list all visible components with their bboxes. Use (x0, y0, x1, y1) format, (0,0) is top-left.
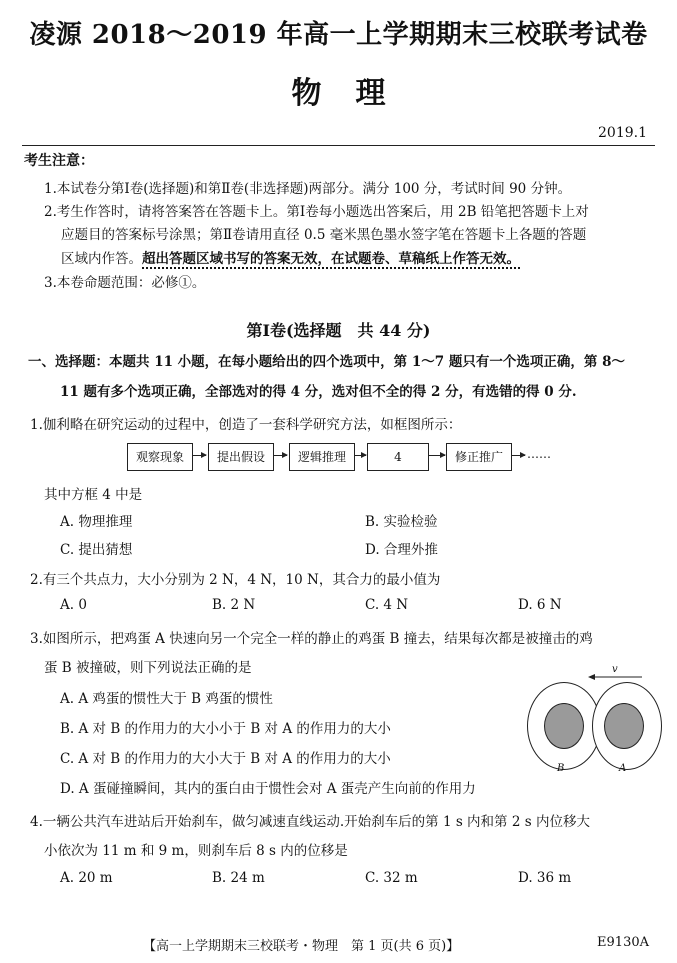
q4-stem-line-2: 小依次为 11 m 和 9 m，则刹车后 8 s 内的位移是 (44, 843, 348, 859)
q2-option-a: A. 0 (60, 597, 87, 613)
q1-option-d: D. 合理外推 (365, 542, 438, 558)
notice-item-1: 1.本试卷分第Ⅰ卷(选择题)和第Ⅱ卷(非选择题)两部分。满分 100 分，考试时间 90 分钟。 (44, 181, 572, 197)
velocity-arrow-icon (588, 673, 644, 681)
q1-option-b: B. 实验检验 (365, 514, 438, 530)
section-instructions-line-1: 一、选择题：本题共 11 小题，在每小题给出的四个选项中，第 1～7 题只有一个选项正确，第 8～ (28, 354, 625, 370)
subject-title: 物理 (291, 76, 420, 111)
q1-stem: 1.伽利略在研究运动的过程中，创造了一套科学研究方法，如框图所示： (30, 417, 462, 433)
notice-heading: 考生注意： (24, 153, 94, 169)
notice-warning: 超出答题区域书写的答案无效，在试题卷、草稿纸上作答无效。 (142, 251, 520, 267)
q3-option-b: B. A 对 B 的作用力的大小小于 B 对 A 的作用力的大小 (60, 721, 391, 737)
egg-a-label: A (619, 763, 627, 774)
notice-item-2-line-1: 2.考生作答时，请将答案答在答题卡上。第Ⅰ卷每小题选出答案后，用 2B 铅笔把答题卡上对 (44, 204, 589, 220)
q1-sub: 其中方框 4 中是 (44, 487, 143, 503)
flow-arrow-5 (511, 455, 525, 456)
exam-title: 凌源 2018～2019 年高一上学期期末三校联考试卷 (29, 20, 648, 50)
q2-option-c: C. 4 N (365, 597, 409, 613)
egg-b-label: B (557, 763, 565, 774)
exam-code: E9130A (597, 935, 649, 950)
q3-stem-line-2: 蛋 B 被撞破，则下列说法正确的是 (44, 660, 252, 676)
q4-option-d: D. 36 m (518, 870, 572, 886)
flow-ellipsis: …… (527, 447, 551, 461)
velocity-label: v (612, 664, 618, 675)
flow-arrow-4 (428, 455, 445, 456)
q2-option-d: D. 6 N (518, 597, 562, 613)
q2-option-b: B. 2 N (212, 597, 256, 613)
notice-item-2-line-3-prefix: 区域内作答。 (61, 251, 142, 267)
q4-option-b: B. 24 m (212, 870, 265, 886)
notice-item-2-line-2: 应题目的答案标号涂黑；第Ⅱ卷请用直径 0.5 毫米黑色墨水签字笔在答题卡上各题的答题 (61, 227, 587, 243)
q4-option-c: C. 32 m (365, 870, 418, 886)
page-footer: 【高一上学期期末三校联考・物理 第 1 页(共 6 页)】 (143, 939, 460, 954)
q1-option-a: A. 物理推理 (60, 514, 133, 530)
flow-arrow-2 (273, 455, 287, 456)
egg-a-yolk (604, 703, 644, 749)
q3-option-a: A. A 鸡蛋的惯性大于 B 鸡蛋的惯性 (60, 691, 273, 707)
section-title: 第Ⅰ卷(选择题 共 44 分) (246, 321, 431, 340)
notice-item-2-line-3 (61, 247, 520, 267)
q4-stem-line-1: 4.一辆公共汽车进站后开始刹车，做匀减速直线运动.开始刹车后的第 1 s 内和第 2 s 内位移大 (30, 814, 590, 830)
egg-b-yolk (544, 703, 584, 749)
flow-arrow-3 (354, 455, 366, 456)
flow-arrow-1 (192, 455, 206, 456)
flow-box-1: 观察现象 (127, 443, 193, 471)
flow-box-4: 4 (367, 443, 429, 471)
section-instructions-line-2: 11 题有多个选项正确，全部选对的得 4 分，选对但不全的得 2 分，有选错的得 0 分. (60, 384, 577, 400)
flow-box-3: 逻辑推理 (289, 443, 355, 471)
q3-option-d: D. A 蛋碰撞瞬间，其内的蛋白由于惯性会对 A 蛋壳产生向前的作用力 (60, 781, 476, 797)
flow-box-5: 修正推广 (446, 443, 512, 471)
header-rule (22, 145, 655, 146)
notice-item-3: 3.本卷命题范围：必修①。 (44, 275, 206, 291)
exam-date: 2019.1 (598, 125, 647, 141)
q1-option-c: C. 提出猜想 (60, 542, 133, 558)
q3-option-c: C. A 对 B 的作用力的大小大于 B 对 A 的作用力的大小 (60, 751, 391, 767)
q4-option-a: A. 20 m (60, 870, 113, 886)
flow-box-2: 提出假设 (208, 443, 274, 471)
q2-stem: 2.有三个共点力，大小分别为 2 N，4 N，10 N，其合力的最小值为 (30, 572, 441, 588)
q3-stem-line-1: 3.如图所示，把鸡蛋 A 快速向另一个完全一样的静止的鸡蛋 B 撞去，结果每次都是被撞击的鸡 (30, 631, 593, 647)
